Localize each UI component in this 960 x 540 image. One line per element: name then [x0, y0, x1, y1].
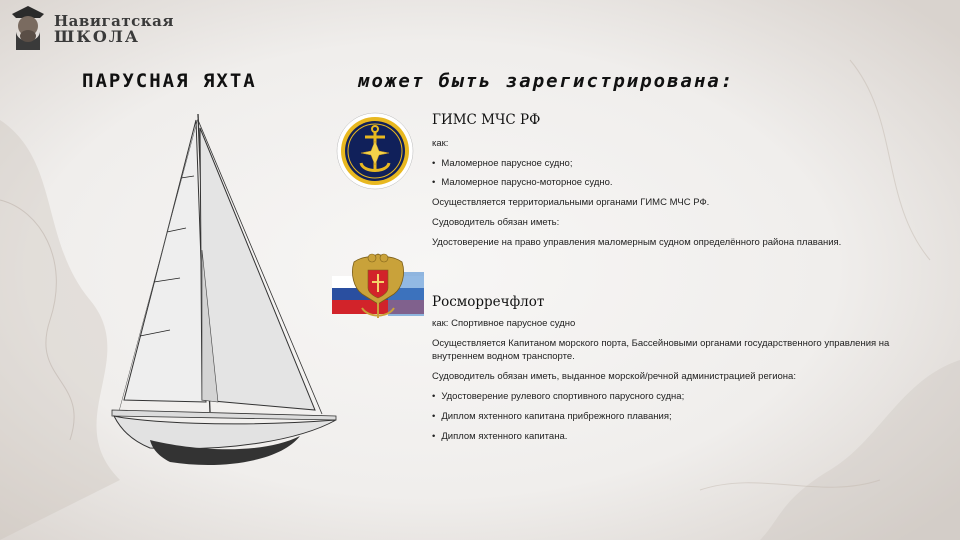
- gims-heading: ГИМС МЧС РФ: [432, 112, 541, 128]
- page-title-left: ПАРУСНАЯ ЯХТА: [82, 70, 257, 92]
- rosmorrechflot-heading: Росморречфлот: [432, 294, 545, 310]
- navigator-portrait-icon: [6, 4, 50, 50]
- gims-bullet-1: • Маломерное парусное судно;: [432, 157, 902, 170]
- gims-kak: как:: [432, 138, 449, 149]
- rosmorrechflot-paragraph-2: Судоводитель обязан иметь, выданное морской/речной администрацией региона:: [432, 371, 796, 382]
- gims-section: [432, 112, 902, 249]
- gims-mchs-emblem-icon: [333, 111, 419, 191]
- logo-text-line1: Навигатская: [54, 12, 174, 30]
- rosmorrechflot-kak: как: Спортивное парусное судно: [432, 318, 576, 329]
- rosmorrechflot-emblem-icon: [332, 248, 424, 328]
- navigatskaya-school-logo: [6, 4, 174, 50]
- rosmorrechflot-bullet-3: • Диплом яхтенного капитана.: [432, 430, 902, 443]
- gims-paragraph-3: Удостоверение на право управления маломерным судном определённого района плавания.: [432, 237, 842, 248]
- rosmorrechflot-bullet-2: • Диплом яхтенного капитана прибрежного плавания;: [432, 410, 902, 423]
- rosmorrechflot-bullet-1: • Удостоверение рулевого спортивного парусного судна;: [432, 390, 902, 403]
- gims-paragraph-1: Осуществляется территориальными органами ГИМС МЧС РФ.: [432, 197, 710, 208]
- logo-text-line2: ШКОЛА: [54, 27, 140, 46]
- gims-bullet-2: • Маломерное парусно-моторное судно.: [432, 176, 902, 189]
- gims-paragraph-2: Судоводитель обязан иметь:: [432, 217, 560, 228]
- rosmorrechflot-paragraph-1: Осуществляется Капитаном морского порта, Бассейновыми органами государственного управления на внутреннем водном транспорте.: [432, 338, 890, 362]
- rosmorrechflot-section: [432, 294, 902, 443]
- page-title-right: может быть зарегистрирована:: [358, 70, 735, 92]
- sailing-yacht-illustration: [110, 110, 340, 470]
